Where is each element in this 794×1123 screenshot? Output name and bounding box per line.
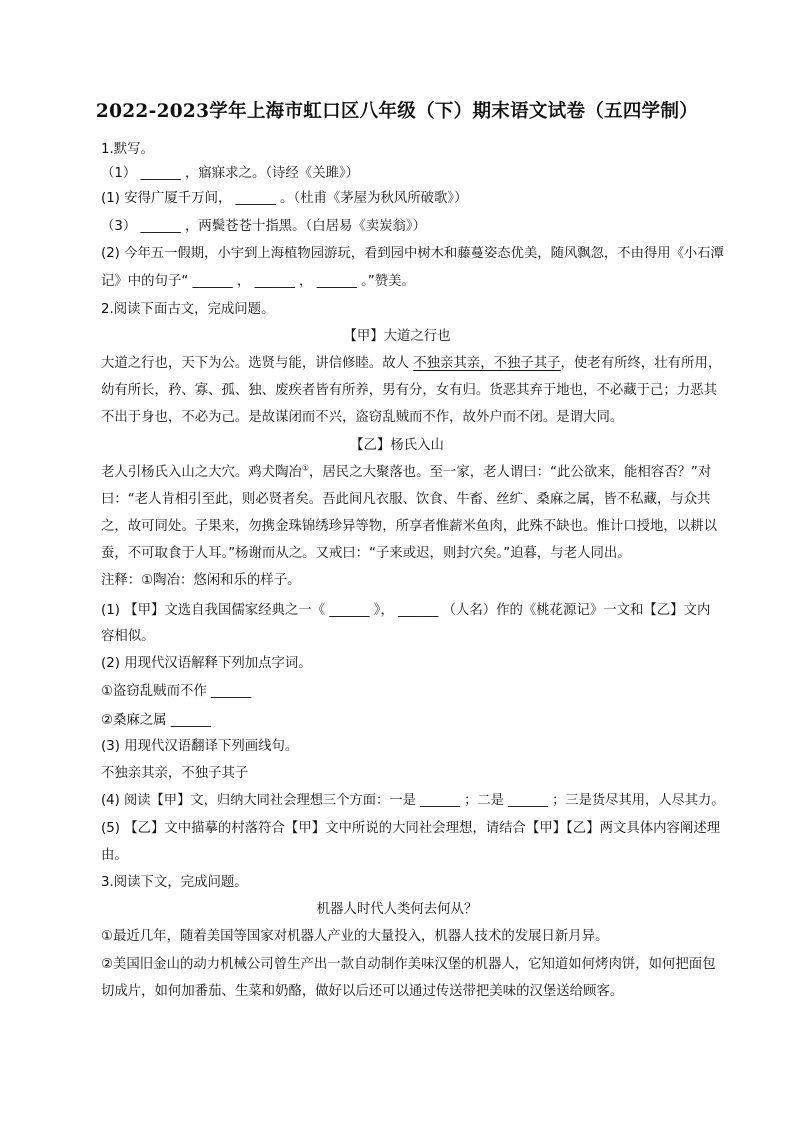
passage-jia-line: 幼有所长，矜、寡、孤、独、废疾者皆有所养，男有分，女有归。货恶其弃于地也，不必藏于己；力恶其 <box>101 383 717 398</box>
q1-line: （3） ______ ，两鬓苍苍十指黑。（白居易《卖炭翁》） <box>101 219 427 234</box>
passage-yi-line: 曰：“老人肯相引至此，则必贤者矣。吾此间凡衣服、饮食、牛畜、丝纩、桑麻之属，皆不私藏，与众共 <box>101 492 711 507</box>
q2-sub-item: ②桑麻之属 ______ <box>101 713 211 728</box>
passage-yi-line: 蚕，不可取食于人耳。”杨谢而从之。又戒曰：“子来或迟，则封穴矣。”迫暮，与老人同出。 <box>101 546 631 561</box>
article-paragraph: 切成片，如何加番茄、生菜和奶酪，做好以后还可以通过传送带把美味的汉堡送给顾客。 <box>101 984 624 999</box>
text-span: ，居民之大聚落也。至一家，老人谓曰：“此公欲来，能相容否？”对 <box>309 465 712 480</box>
q2-sub-question: (5) 【乙】文中描摹的村落符合【甲】文中所说的大同社会理想，请结合【甲】【乙】两文具体内容阐述理 <box>101 821 721 836</box>
q2-sub-item: 不独亲其亲，不独子其子 <box>101 766 249 781</box>
q2-heading: 2.阅读下面古文，完成问题。 <box>101 302 275 317</box>
article-paragraph: ②美国旧金山的动力机械公司曾生产出一款自动制作美味汉堡的机器人，它知道如何烤肉饼，如何把面包 <box>101 957 716 972</box>
q1-line: 记》中的句子“ ______ ， ______ ， ______ 。”赞美。 <box>101 274 415 289</box>
q2-sub-question: (2) 用现代汉语解释下列加点字词。 <box>101 656 312 671</box>
q2-sub-question: (3) 用现代汉语翻译下列画线句。 <box>101 739 299 754</box>
q1-line: （1） ______ ，寤寐求之。（诗经《关雎》） <box>101 166 360 181</box>
text-span: ，使老有所终，壮有所用， <box>560 356 722 371</box>
article-title: 机器人时代人类何去何从？ <box>316 902 478 917</box>
q1-line: (2) 今年五一假期，小宇到上海植物园游玩，看到园中树木和藤蔓姿态优美，随风飘忽，不由得用《小石潭 <box>101 246 724 261</box>
q2-sub-question: 由。 <box>101 848 128 863</box>
page-title <box>0 97 794 123</box>
passage-yi-line: 之，故可同处。子果来，勿携金珠锦绣珍异等物，所享者惟薪米鱼肉，此殊不缺也。惟计口授地，以耕以 <box>101 519 717 534</box>
passage-jia-line <box>101 355 721 373</box>
footnote-marker: ① <box>301 463 310 473</box>
q2-sub-question: (4) 阅读【甲】文，归纳大同社会理想三个方面：一是 ______ ；二是 ______ ；三是货尽其用，人尽其力。 <box>101 793 725 808</box>
underlined-sentence: 不独亲其亲，不独子其子 <box>413 356 561 371</box>
article-paragraph: ①最近几年，随着美国等国家对机器人产业的大量投入，机器人技术的发展日新月异。 <box>101 929 609 944</box>
text-span: 大道之行也，天下为公。选贤与能，讲信修睦。故人 <box>101 356 414 371</box>
footnote: 注释：①陶冶：悠闲和乐的样子。 <box>101 573 301 588</box>
passage-yi-title: 【乙】杨氏入山 <box>350 438 444 453</box>
passage-jia-title: 【甲】大道之行也 <box>343 329 451 344</box>
passage-yi-line <box>101 464 711 482</box>
page-title-text: 2022-2023学年上海市虹口区八年级（下）期末语文试卷（五四学制） <box>95 101 699 122</box>
passage-jia-line: 不出于身也，不必为己。是故谋闭而不兴，盗窃乱贼而不作，故外户而不闭。是谓大同。 <box>101 410 624 425</box>
q1-line: (1) 安得广厦千万间， ______ 。（杜甫《茅屋为秋风所破歌》） <box>101 191 468 206</box>
q2-sub-question: 容相似。 <box>101 629 155 644</box>
q2-sub-item: ①盗窃乱贼而不作 ______ <box>101 684 252 699</box>
q2-sub-question: (1) 【甲】文选自我国儒家经典之一《 ______ 》， ______ （人名）作的《桃花源记》一文和【乙】文内 <box>101 603 711 618</box>
q1-heading: 1.默写。 <box>101 142 154 157</box>
text-span: 老人引杨氏入山之大穴。鸡犬陶冶 <box>101 465 302 480</box>
q3-heading: 3.阅读下文，完成问题。 <box>101 875 248 890</box>
